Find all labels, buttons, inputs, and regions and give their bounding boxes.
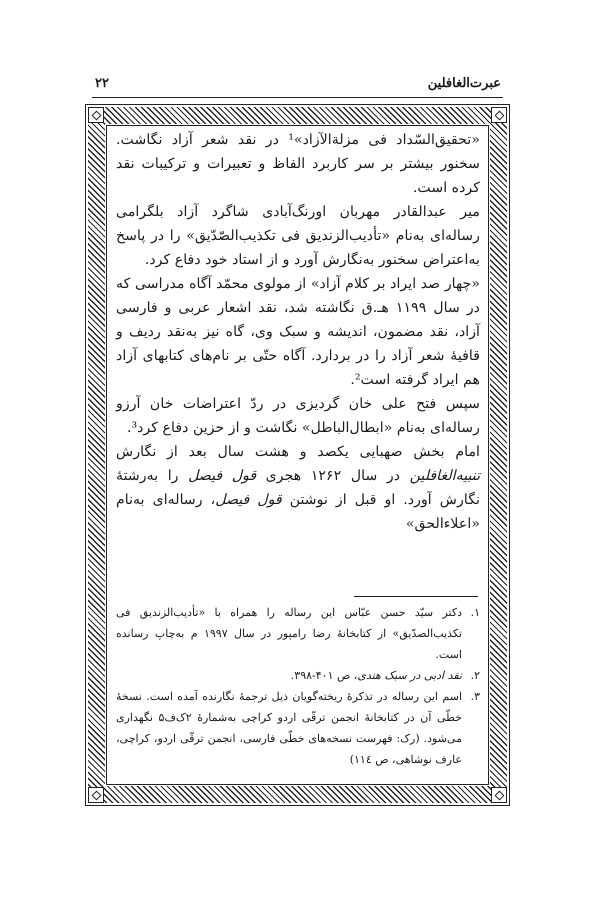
text-run: امام بخش صهبایی یکصد و هشت سال بعد از نگارش xyxy=(116,444,480,460)
text-run: را به‌رشتهٔ نگارش آورد. او قبل از نوشتن xyxy=(116,468,480,508)
header-rule xyxy=(92,97,503,98)
footnote xyxy=(116,602,480,665)
page-number: ۲۲ xyxy=(95,76,109,91)
paragraph: میر عبدالقادر مهربان اورنگ‌آبادی شاگرد آزاد بلگرامی رساله‌ای به‌نام «تأدیب‌الزندیق فی تکذیب‌الصّدّیق» را در پاسخ به‌اعتراض سخنور به‌نگارش آورد و از استاد خود دفاع کرد. xyxy=(116,204,480,268)
frame-corner-ornament-icon xyxy=(491,787,507,803)
running-header-title: عبرت‌الغافلین xyxy=(427,76,501,91)
book-title-italic: تنبیه‌الغافلین xyxy=(409,468,481,484)
frame-corner-ornament-icon xyxy=(491,107,507,123)
book-title-italic: قول فیصل xyxy=(215,492,282,508)
footnote-number: ۱. xyxy=(470,606,480,619)
footnote-text xyxy=(116,665,462,686)
footnote-number: ۳. xyxy=(470,690,480,703)
footnote-book-title: نقد ادبی در سبک هندی xyxy=(357,669,462,682)
text-run: در سال ۱۲۶۲ هجری xyxy=(256,468,410,484)
footnote-separator xyxy=(354,596,478,597)
frame-corner-ornament-icon xyxy=(88,787,104,803)
paragraph xyxy=(116,440,480,536)
text-run: ، رساله‌ای به‌نام «اعلاء‌الحق» xyxy=(116,492,480,532)
paragraph: سپس فتح علی خان گردیزی در ردّ اعتراضات خان آرزو رساله‌ای به‌نام «ابطال‌الباطل» نگاشت و از حزین دفاع کرد³. xyxy=(116,396,480,436)
frame-corner-ornament-icon xyxy=(88,107,104,123)
paragraph: «چهار صد ایراد بر کلام آزاد» از مولوی محمّد آگاه مدراسی که در سال ۱۱۹۹ هـ.ق نگاشته شد، نقد اشعار عربی و فارسی آزاد، نقد مضمون، اندیشه و سبک وی، گاه نیز به‌نقد ردیف و قافیهٔ شعر آزاد را در بردارد. آگاه حتّی بر نام‌های کتابهای آزاد هم ایراد گرفته است². xyxy=(116,276,480,388)
footnote-number: ۲. xyxy=(470,669,480,682)
footnote xyxy=(116,686,480,770)
footnote-reference: ، ص ۴۰۱-۳۹۸. xyxy=(290,669,358,682)
footnote-text: اسم این رساله در تذکرهٔ ریخته‌گویان ذیل ترجمهٔ نگارنده آمده است. نسخهٔ خطّی آن در کتابخانهٔ انجمن ترقّی اردو کراچی به‌شمارهٔ ۲ک‌ف۵ نگهداری می‌شود. (رک: فهرست نسخه‌های خطّی فارسی، انجمن ترقّی اردو، کراچی، عارف نوشاهی، ص ۱۱٤) xyxy=(116,690,462,766)
footnote xyxy=(116,665,480,686)
footnote-text: دکتر سیّد حسن عبّاس این رساله را همراه با «تأدیب‌الزندیق فی تکذیب‌الصدّیق» از کتابخانهٔ رضا رامپور در سال ۱۹۹۷ م به‌چاپ رسانده است. xyxy=(116,606,462,661)
paragraph: «تحقیق‌السّداد فی مزلة‌الآزاد»¹ در نقد شعر آزاد نگاشت. سخنور بیشتر بر سر کاربرد الفاظ و تعبیرات و ترکیبات نقد کرده است. xyxy=(116,132,480,196)
book-title-italic: قول فیصل xyxy=(188,468,257,484)
footnotes xyxy=(116,602,480,770)
body-text xyxy=(116,128,480,536)
